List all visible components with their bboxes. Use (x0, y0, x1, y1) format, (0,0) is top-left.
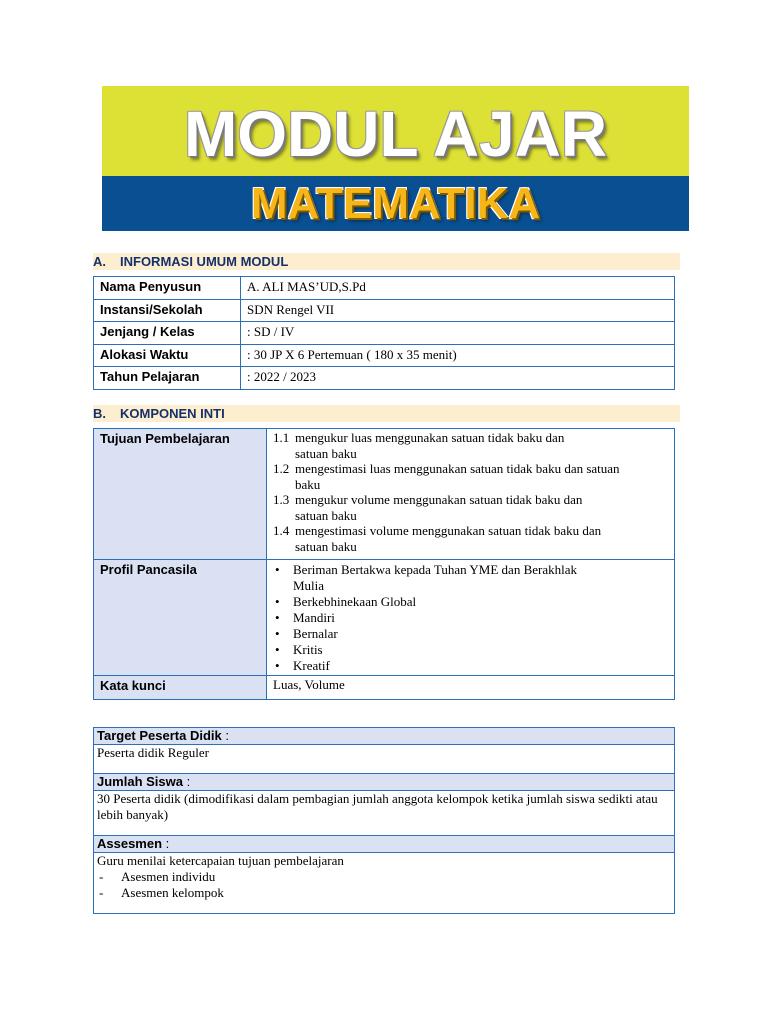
profil-text: Berkebhinekaan Global (293, 594, 417, 609)
table-row (94, 299, 675, 322)
table-row (94, 745, 675, 774)
info-label: Instansi/Sekolah (94, 299, 241, 322)
table-row (94, 322, 675, 345)
tujuan-text-cont: satuan baku (295, 538, 357, 554)
tujuan-number: 1.2 (273, 461, 290, 476)
list-item (97, 885, 671, 901)
profil-list (267, 560, 675, 676)
list-item (273, 658, 668, 674)
list-item (97, 869, 671, 885)
table-row (94, 367, 675, 390)
profil-text: Kreatif (293, 658, 330, 673)
asesmen-body (94, 853, 675, 914)
list-item (273, 461, 668, 492)
table-row (94, 774, 675, 791)
tujuan-text-cont: satuan baku (295, 445, 357, 461)
info-value: : SD / IV (241, 322, 675, 345)
title-banner (102, 86, 689, 231)
kata-kunci-value: Luas, Volume (267, 676, 675, 700)
section-b-title: KOMPONEN INTI (120, 406, 225, 421)
info-value: A. ALI MAS’UD,S.Pd (241, 277, 675, 300)
info-label: Alokasi Waktu (94, 344, 241, 367)
section-a-title: INFORMASI UMUM MODUL (120, 254, 289, 269)
target-table (93, 727, 675, 914)
jumlah-heading (94, 774, 675, 791)
tujuan-number: 1.4 (273, 523, 290, 538)
tujuan-text: mengestimasi luas menggunakan satuan tidak baku dan satuan (295, 461, 620, 476)
bullet-icon: • (275, 642, 280, 657)
bullet-icon: • (275, 658, 280, 673)
tujuan-text-cont: baku (295, 476, 321, 492)
section-b-heading (93, 405, 680, 422)
list-item (273, 610, 668, 626)
info-value: : 30 JP X 6 Pertemuan ( 180 x 35 menit) (241, 344, 675, 367)
jumlah-value: 30 Peserta didik (dimodifikasi dalam pembagian jumlah anggota kelompok ketika jumlah siswa sedikti atau lebih banyak) (94, 791, 675, 836)
tujuan-text: mengukur volume menggunakan satuan tidak baku dan (295, 492, 583, 507)
list-item (273, 594, 668, 610)
info-label: Tahun Pelajaran (94, 367, 241, 390)
tujuan-text-cont: satuan baku (295, 507, 357, 523)
target-heading (94, 728, 675, 745)
table-row (94, 728, 675, 745)
profil-text: Bernalar (293, 626, 338, 641)
tujuan-label: Tujuan Pembelajaran (94, 429, 267, 560)
tujuan-number: 1.3 (273, 492, 290, 507)
list-item (273, 626, 668, 642)
page-subtitle: MATEMATIKA (250, 179, 541, 228)
bullet-icon: • (275, 610, 280, 625)
bullet-icon: • (275, 562, 280, 577)
colon: : (162, 836, 170, 851)
tujuan-list (267, 429, 675, 560)
tujuan-number: 1.1 (273, 430, 290, 445)
info-value: SDN Rengel VII (241, 299, 675, 322)
table-row (94, 676, 675, 700)
dash-icon: - (99, 869, 104, 884)
list-item (273, 492, 668, 523)
table-row (94, 344, 675, 367)
table-row (94, 429, 675, 560)
asesmen-intro: Guru menilai ketercapaian tujuan pembelajaran (97, 853, 344, 868)
target-value: Peserta didik Reguler (94, 745, 675, 774)
table-row (94, 277, 675, 300)
profil-text-cont: Mulia (293, 578, 325, 593)
tujuan-text: mengukur luas menggunakan satuan tidak baku dan (295, 430, 565, 445)
table-row (94, 560, 675, 676)
info-table (93, 276, 675, 390)
table-row (94, 791, 675, 836)
tujuan-text: mengestimasi volume menggunakan satuan tidak baku dan (295, 523, 602, 538)
asesmen-item: Asesmen kelompok (121, 885, 224, 900)
list-item (273, 562, 668, 594)
info-label: Jenjang / Kelas (94, 322, 241, 345)
list-item (273, 523, 668, 554)
profil-text: Mandiri (293, 610, 335, 625)
dash-icon: - (99, 885, 104, 900)
bullet-icon: • (275, 626, 280, 641)
profil-label: Profil Pancasila (94, 560, 267, 676)
list-item (273, 430, 668, 461)
bullet-icon: • (275, 594, 280, 609)
list-item (273, 642, 668, 658)
asesmen-label: Assesmen (97, 836, 163, 851)
table-row (94, 836, 675, 853)
asesmen-item: Asesmen individu (121, 869, 216, 884)
info-value: : 2022 / 2023 (241, 367, 675, 390)
kata-kunci-label: Kata kunci (94, 676, 267, 700)
komponen-table (93, 428, 675, 700)
info-label: Nama Penyusun (94, 277, 241, 300)
jumlah-label: Jumlah Siswa (97, 774, 183, 789)
profil-text: Beriman Bertakwa kepada Tuhan YME dan Berakhlak (293, 562, 578, 577)
section-a-heading (93, 253, 680, 270)
asesmen-heading (94, 836, 675, 853)
colon: : (221, 728, 229, 743)
colon: : (182, 774, 191, 789)
table-row (94, 853, 675, 914)
page-title: MODUL AJAR (183, 98, 608, 170)
section-b-letter: B. (93, 406, 106, 421)
profil-text: Kritis (293, 642, 323, 657)
section-a-letter: A. (93, 254, 106, 269)
target-label: Target Peserta Didik (97, 728, 222, 743)
